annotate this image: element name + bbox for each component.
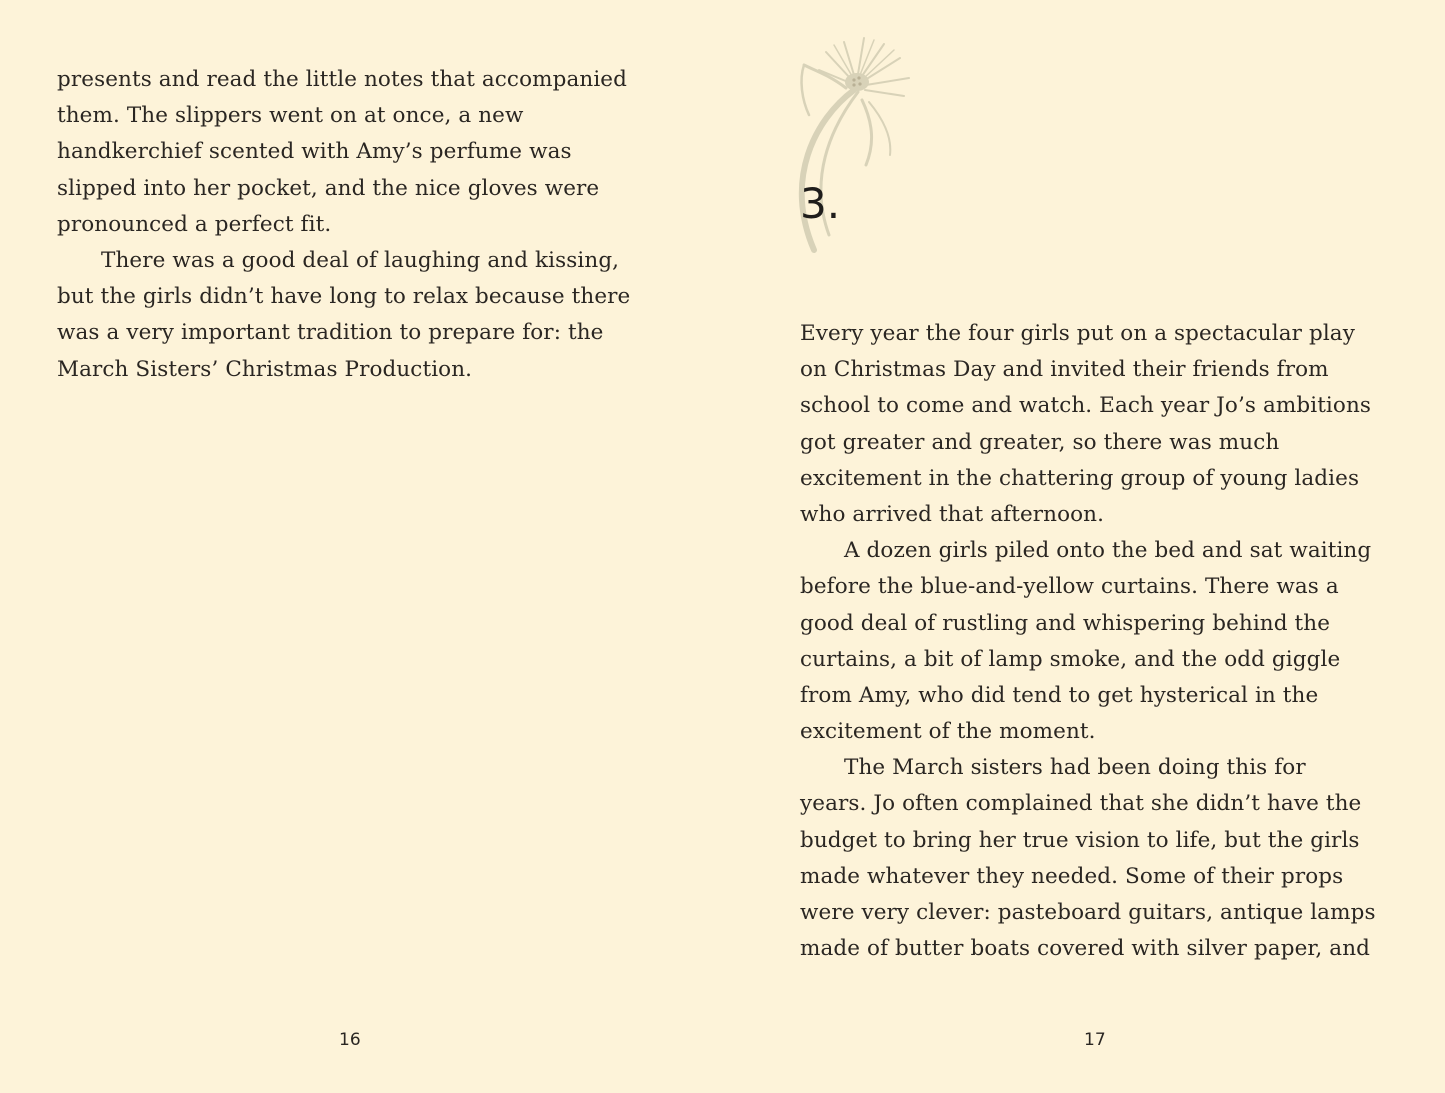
right-page (722, 0, 1445, 1093)
text-line: good deal of rustling and whispering behind the (800, 610, 1331, 636)
text-line: Every year the four girls put on a spectacular play (800, 321, 1355, 346)
text-line: There was a good deal of laughing and kissing, (101, 247, 620, 273)
text-line: on Christmas Day and invited their friends from (800, 357, 1329, 383)
text-line: made of butter boats covered with silver paper, and (800, 936, 1371, 962)
text-line: curtains, a bit of lamp smoke, and the odd giggle (800, 646, 1341, 672)
right-page-text (800, 316, 1400, 967)
text-line: before the blue-and-yellow curtains. There was a (800, 574, 1339, 600)
left-page (0, 0, 722, 1093)
chapter-number: 3. (800, 179, 841, 228)
text-line: The March sisters had been doing this for (844, 755, 1306, 781)
text-line: years. Jo often complained that she didn’t have the (800, 791, 1362, 817)
text-line: presents and read the little notes that accompanied (57, 67, 627, 92)
text-line: school to come and watch. Each year Jo’s ambitions (800, 393, 1372, 419)
text-line: who arrived that afternoon. (800, 501, 1105, 527)
left-page-text (57, 62, 657, 388)
text-line: A dozen girls piled onto the bed and sat waiting (844, 538, 1372, 564)
page-number: 16 (339, 1030, 361, 1050)
text-line: slipped into her pocket, and the nice gloves were (57, 175, 600, 201)
text-line: them. The slippers went on at once, a new (57, 103, 524, 129)
text-line: got greater and greater, so there was much (800, 429, 1280, 455)
text-line: made whatever they needed. Some of their props (800, 863, 1344, 889)
text-line: from Amy, who did tend to get hysterical in the (800, 682, 1319, 708)
text-line: excitement of the moment. (800, 719, 1096, 745)
text-line: but the girls didn’t have long to relax because there (57, 284, 631, 310)
paragraph (800, 533, 1400, 750)
page-number: 17 (1084, 1030, 1106, 1050)
text-line: were very clever: pasteboard guitars, antique lamps (800, 900, 1376, 925)
paragraph (800, 316, 1400, 533)
text-line: handkerchief scented with Amy’s perfume was (57, 139, 572, 165)
paragraph (57, 62, 657, 243)
flower-ornament-icon (774, 30, 924, 260)
paragraph (800, 750, 1400, 967)
text-line: was a very important tradition to prepare for: the (57, 320, 604, 346)
text-line: budget to bring her true vision to life, but the girls (800, 827, 1360, 853)
text-line: pronounced a perfect fit. (57, 211, 332, 237)
text-line: March Sisters’ Christmas Production. (57, 356, 473, 382)
text-line: excitement in the chattering group of young ladies (800, 465, 1360, 491)
paragraph (57, 243, 657, 388)
